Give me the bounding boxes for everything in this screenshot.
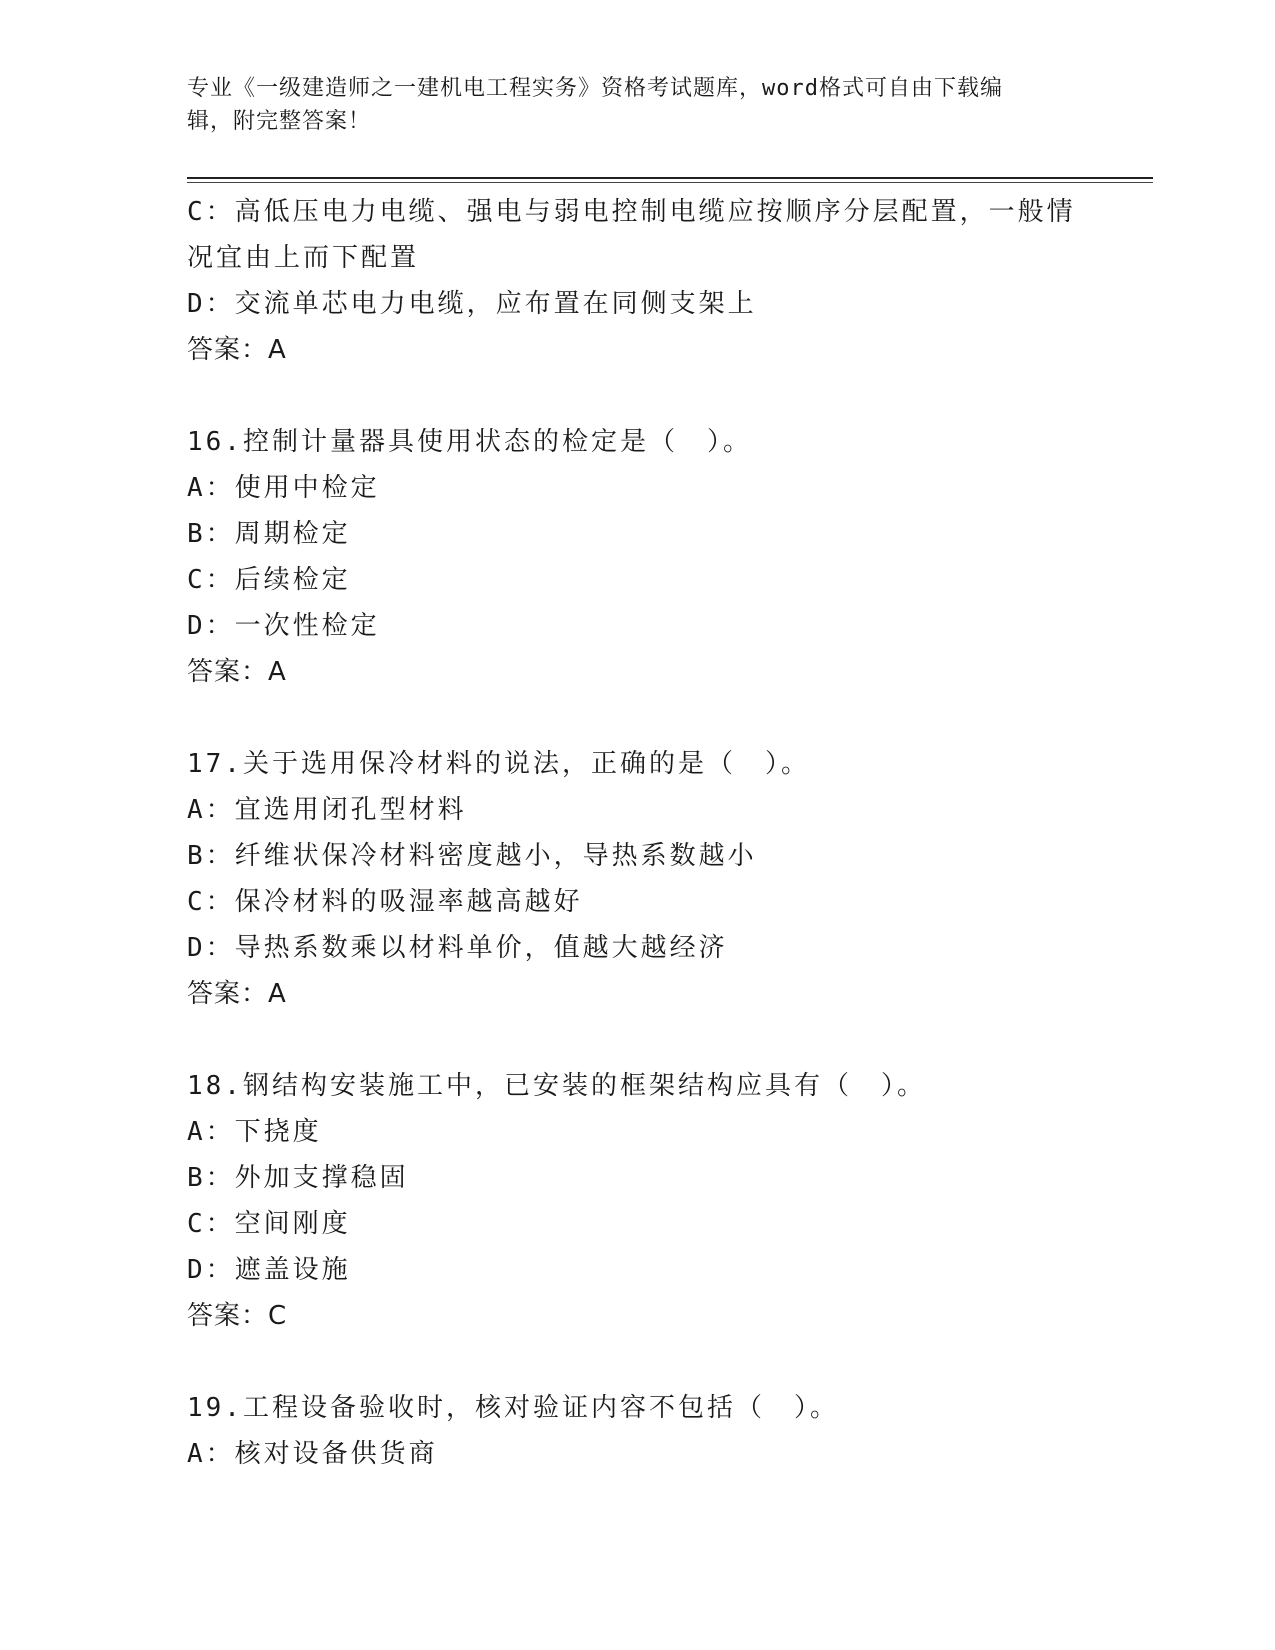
option-c-continued: 况宜由上而下配置 xyxy=(187,243,420,273)
option-c: C：后续检定 xyxy=(187,565,351,595)
question-stem: 18.钢结构安装施工中，已安装的框架结构应具有（ ）。 xyxy=(187,1071,926,1101)
header-line-2: 辑，附完整答案！ xyxy=(187,109,372,134)
option-d: D：遮盖设施 xyxy=(187,1255,351,1285)
question-stem: 16.控制计量器具使用状态的检定是（ ）。 xyxy=(187,427,752,457)
question-stem: 19.工程设备验收时，核对验证内容不包括（ ）。 xyxy=(187,1393,839,1423)
option-a: A：下挠度 xyxy=(187,1117,322,1147)
option-b: B：纤维状保冷材料密度越小，导热系数越小 xyxy=(187,841,757,871)
option-a: A：使用中检定 xyxy=(187,473,380,503)
option-b: B：外加支撑稳固 xyxy=(187,1163,409,1193)
option-a: A：宜选用闭孔型材料 xyxy=(187,795,467,825)
answer: 答案：A xyxy=(187,335,287,365)
option-a: A：核对设备供货商 xyxy=(187,1439,438,1469)
previous-question-continuation xyxy=(187,189,1087,373)
header-line-1: 专业《一级建造师之一建机电工程实务》资格考试题库，word格式可自由下载编 xyxy=(187,76,1003,101)
answer: 答案：A xyxy=(187,979,287,1009)
option-d: D：一次性检定 xyxy=(187,611,380,641)
option-c: C：高低压电力电缆、强电与弱电控制电缆应按顺序分层配置，一般情 xyxy=(187,197,1076,227)
question-16 xyxy=(187,419,1087,695)
option-c: C：保冷材料的吸湿率越高越好 xyxy=(187,887,583,917)
question-19 xyxy=(187,1385,1087,1477)
question-17 xyxy=(187,741,1087,1017)
option-d: D：导热系数乘以材料单价，值越大越经济 xyxy=(187,933,728,963)
question-18 xyxy=(187,1063,1087,1339)
option-d: D：交流单芯电力电缆，应布置在同侧支架上 xyxy=(187,289,757,319)
header-rule-thin xyxy=(187,182,1153,183)
question-content xyxy=(187,189,1087,1477)
answer: 答案：A xyxy=(187,657,287,687)
option-b: B：周期检定 xyxy=(187,519,351,549)
option-c: C：空间刚度 xyxy=(187,1209,351,1239)
question-stem: 17.关于选用保冷材料的说法，正确的是（ ）。 xyxy=(187,749,810,779)
document-header xyxy=(187,72,1067,138)
answer: 答案：C xyxy=(187,1301,288,1331)
header-rule-thick xyxy=(187,177,1153,179)
